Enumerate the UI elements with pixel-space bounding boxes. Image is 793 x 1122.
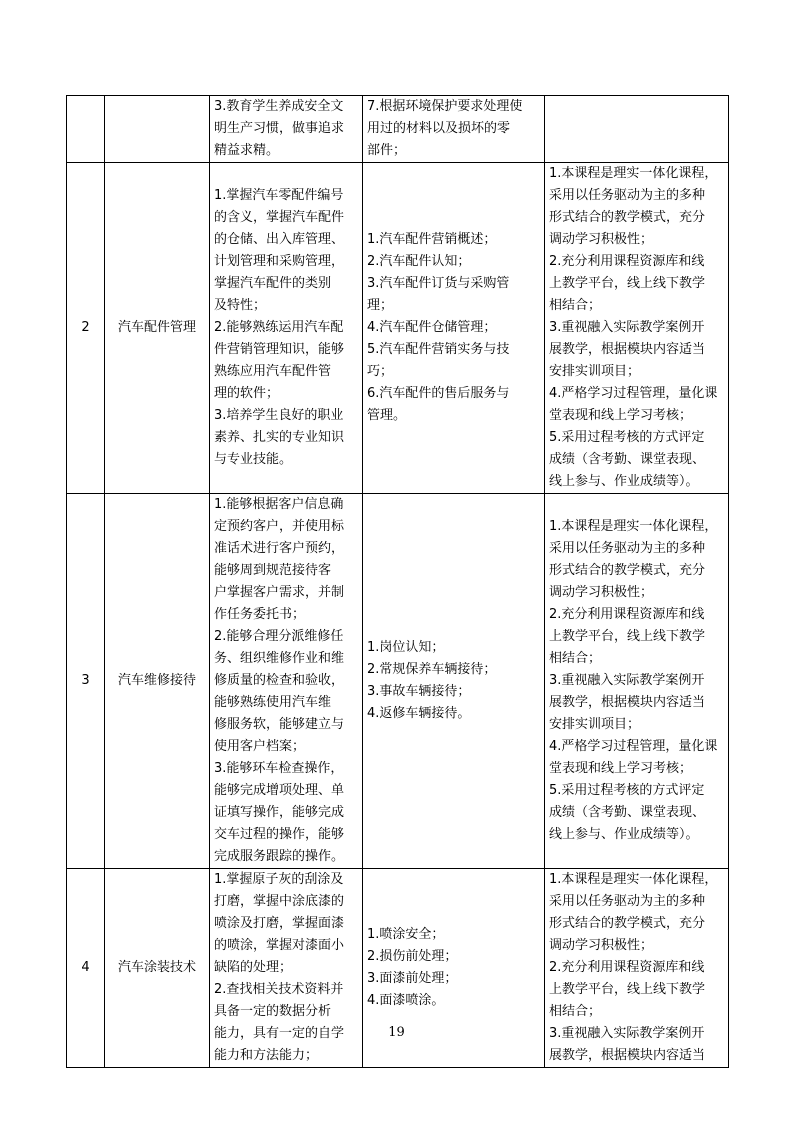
course-objectives-line: 掌握汽车配件的类别 xyxy=(214,276,332,291)
teaching-requirements-line: 展教学，根据模块内容适当 xyxy=(549,342,706,357)
course-name-cell: 汽车涂装技术 xyxy=(105,869,210,1068)
course-objectives-line: 修服务软，能够建立与 xyxy=(214,717,345,732)
teaching-requirements-line: 2.充分利用课程资源库和线 xyxy=(549,607,705,622)
teaching-requirements-line: 2.充分利用课程资源库和线 xyxy=(549,960,705,975)
course-name-cell: 汽车维修接待 xyxy=(105,494,210,869)
course-objectives-line: 件营销管理知识，能够 xyxy=(214,342,345,357)
course-objectives-line: 定预约客户，并使用标 xyxy=(214,519,345,534)
course-objectives-line: 务、组织维修作业和维 xyxy=(214,651,345,666)
teaching-requirements-line: 4.严格学习过程管理，量化课 xyxy=(549,386,718,401)
course-content-line: 2.常规保养车辆接待； xyxy=(367,662,497,677)
table-row xyxy=(67,163,729,494)
course-content-line: 4.面漆喷涂。 xyxy=(367,993,445,1008)
course-objectives-line: 能力，具有一定的自学 xyxy=(214,1026,345,1041)
teaching-requirements-line: 1.本课程是理实一体化课程， xyxy=(549,872,718,887)
course-objectives-line: 明生产习惯，做事追求 xyxy=(214,121,345,136)
course-content-line: 1.汽车配件营销概述； xyxy=(367,232,497,247)
teaching-requirements-line: 上教学平台，线上线下教学 xyxy=(549,982,706,997)
teaching-requirements-line: 形式结合的教学模式，充分 xyxy=(549,563,706,578)
course-content-line: 用过的材料以及损坏的零 xyxy=(367,121,511,136)
course-name-cell xyxy=(105,96,210,163)
course-objectives-line: 素养、扎实的专业知识 xyxy=(214,430,345,445)
teaching-requirements-line: 3.重视融入实际教学案例开 xyxy=(549,1026,705,1041)
course-objectives-cell xyxy=(210,96,363,163)
course-objectives-line: 作任务委托书； xyxy=(214,607,306,622)
teaching-requirements-line: 5.采用过程考核的方式评定 xyxy=(549,783,705,798)
course-objectives-line: 3.教育学生养成安全文 xyxy=(214,99,344,114)
course-objectives-line: 的含义，掌握汽车配件 xyxy=(214,210,345,225)
course-objectives-line: 使用客户档案； xyxy=(214,739,306,754)
teaching-requirements-line: 4.严格学习过程管理，量化课 xyxy=(549,739,718,754)
teaching-requirements-line: 展教学，根据模块内容适当 xyxy=(549,695,706,710)
course-content-line: 3.面漆前处理； xyxy=(367,971,458,986)
course-objectives-line: 2.能够熟练运用汽车配 xyxy=(214,320,344,335)
course-content-line: 6.汽车配件的售后服务与 xyxy=(367,386,510,401)
course-content-line: 2.损伤前处理； xyxy=(367,949,458,964)
course-objectives-line: 3.能够环车检查操作， xyxy=(214,761,344,776)
course-table xyxy=(66,95,729,1068)
teaching-requirements-line: 线上参与、作业成绩等）。 xyxy=(549,474,699,489)
row-number-cell: 4 xyxy=(67,869,105,1068)
course-objectives-line: 1.能够根据客户信息确 xyxy=(214,497,344,512)
teaching-requirements-line: 线上参与、作业成绩等）。 xyxy=(549,827,699,842)
course-objectives-line: 完成服务跟踪的操作。 xyxy=(214,849,345,864)
course-objectives-line: 的仓储、出入库管理、 xyxy=(214,232,345,247)
course-objectives-line: 喷涂及打磨，掌握面漆 xyxy=(214,916,345,931)
course-objectives-line: 证填写操作，能够完成 xyxy=(214,805,345,820)
course-objectives-line: 交车过程的操作，能够 xyxy=(214,827,345,842)
course-objectives-line: 能够熟练使用汽车维 xyxy=(214,695,332,710)
course-objectives-line: 能力和方法能力； xyxy=(214,1048,319,1063)
teaching-requirements-line: 形式结合的教学模式，充分 xyxy=(549,916,706,931)
course-objectives-line: 打磨，掌握中涂底漆的 xyxy=(214,894,345,909)
course-objectives-line: 修质量的检查和验收， xyxy=(214,673,345,688)
teaching-requirements-line: 1.本课程是理实一体化课程， xyxy=(549,166,718,181)
course-content-line: 部件； xyxy=(367,143,407,158)
teaching-requirements-line: 安排实训项目； xyxy=(549,364,641,379)
course-objectives-line: 户掌握客户需求，并制 xyxy=(214,585,345,600)
table-body xyxy=(67,96,729,1068)
row-number-cell: 3 xyxy=(67,494,105,869)
course-content-line: 5.汽车配件营销实务与技 xyxy=(367,342,510,357)
course-content-line: 3.事故车辆接待； xyxy=(367,684,471,699)
table-row xyxy=(67,96,729,163)
course-objectives-line: 精益求精。 xyxy=(214,143,280,158)
teaching-requirements-line: 采用以任务驱动为主的多种 xyxy=(549,541,706,556)
course-content-cell xyxy=(363,163,545,494)
teaching-requirements-line: 3.重视融入实际教学案例开 xyxy=(549,320,705,335)
course-objectives-line: 理的软件； xyxy=(214,386,280,401)
course-objectives-line: 缺陷的处理； xyxy=(214,960,293,975)
row-number-cell xyxy=(67,96,105,163)
course-content-line: 1.喷涂安全； xyxy=(367,927,445,942)
teaching-requirements-line: 1.本课程是理实一体化课程， xyxy=(549,519,718,534)
teaching-requirements-line: 上教学平台，线上线下教学 xyxy=(549,276,706,291)
teaching-requirements-line: 调动学习积极性； xyxy=(549,938,654,953)
course-objectives-line: 1.掌握原子灰的刮涂及 xyxy=(214,872,344,887)
teaching-requirements-line: 成绩（含考勤、课堂表现、 xyxy=(549,805,706,820)
teaching-requirements-cell xyxy=(545,494,729,869)
table-row xyxy=(67,494,729,869)
teaching-requirements-line: 相结合； xyxy=(549,1004,602,1019)
course-content-line: 4.汽车配件仓储管理； xyxy=(367,320,497,335)
teaching-requirements-line: 采用以任务驱动为主的多种 xyxy=(549,894,706,909)
teaching-requirements-line: 展教学，根据模块内容适当 xyxy=(549,1048,706,1063)
course-content-cell xyxy=(363,494,545,869)
course-content-line: 3.汽车配件订货与采购管 xyxy=(367,276,510,291)
teaching-requirements-line: 形式结合的教学模式，充分 xyxy=(549,210,706,225)
course-content-line: 2.汽车配件认知； xyxy=(367,254,471,269)
course-objectives-line: 熟练应用汽车配件管 xyxy=(214,364,332,379)
course-objectives-line: 准话术进行客户预约， xyxy=(214,541,345,556)
course-objectives-cell xyxy=(210,494,363,869)
course-name-cell: 汽车配件管理 xyxy=(105,163,210,494)
course-objectives-line: 能够周到规范接待客 xyxy=(214,563,332,578)
teaching-requirements-line: 相结合； xyxy=(549,651,602,666)
teaching-requirements-line: 采用以任务驱动为主的多种 xyxy=(549,188,706,203)
course-objectives-line: 计划管理和采购管理， xyxy=(214,254,345,269)
course-content-line: 管理。 xyxy=(367,408,407,423)
course-objectives-line: 与专业技能。 xyxy=(214,452,293,467)
course-content-line: 7.根据环境保护要求处理使 xyxy=(367,99,523,114)
teaching-requirements-line: 成绩（含考勤、课堂表现、 xyxy=(549,452,706,467)
row-number-cell: 2 xyxy=(67,163,105,494)
teaching-requirements-line: 安排实训项目； xyxy=(549,717,641,732)
course-objectives-line: 1.掌握汽车零配件编号 xyxy=(214,188,344,203)
teaching-requirements-line: 堂表现和线上学习考核； xyxy=(549,761,693,776)
course-content-line: 理； xyxy=(367,298,394,313)
course-content-line: 1.岗位认知； xyxy=(367,640,445,655)
teaching-requirements-line: 堂表现和线上学习考核； xyxy=(549,408,693,423)
teaching-requirements-line: 上教学平台，线上线下教学 xyxy=(549,629,706,644)
teaching-requirements-line: 2.充分利用课程资源库和线 xyxy=(549,254,705,269)
course-content-line: 巧； xyxy=(367,364,394,379)
course-content-cell xyxy=(363,96,545,163)
course-objectives-cell xyxy=(210,163,363,494)
course-objectives-line: 具备一定的数据分析 xyxy=(214,1004,332,1019)
teaching-requirements-line: 调动学习积极性； xyxy=(549,585,654,600)
course-objectives-line: 能够完成增项处理、单 xyxy=(214,783,345,798)
course-objectives-line: 2.查找相关技术资料并 xyxy=(214,982,344,997)
course-objectives-line: 3.培养学生良好的职业 xyxy=(214,408,344,423)
teaching-requirements-line: 调动学习积极性； xyxy=(549,232,654,247)
course-objectives-line: 及特性； xyxy=(214,298,267,313)
teaching-requirements-line: 相结合； xyxy=(549,298,602,313)
course-objectives-line: 2.能够合理分派维修任 xyxy=(214,629,344,644)
teaching-requirements-line: 5.采用过程考核的方式评定 xyxy=(549,430,705,445)
teaching-requirements-cell xyxy=(545,96,729,163)
course-objectives-line: 的喷涂，掌握对漆面小 xyxy=(214,938,345,953)
course-content-line: 4.返修车辆接待。 xyxy=(367,706,471,721)
page-number: 19 xyxy=(388,1025,405,1040)
teaching-requirements-line: 3.重视融入实际教学案例开 xyxy=(549,673,705,688)
teaching-requirements-cell xyxy=(545,163,729,494)
